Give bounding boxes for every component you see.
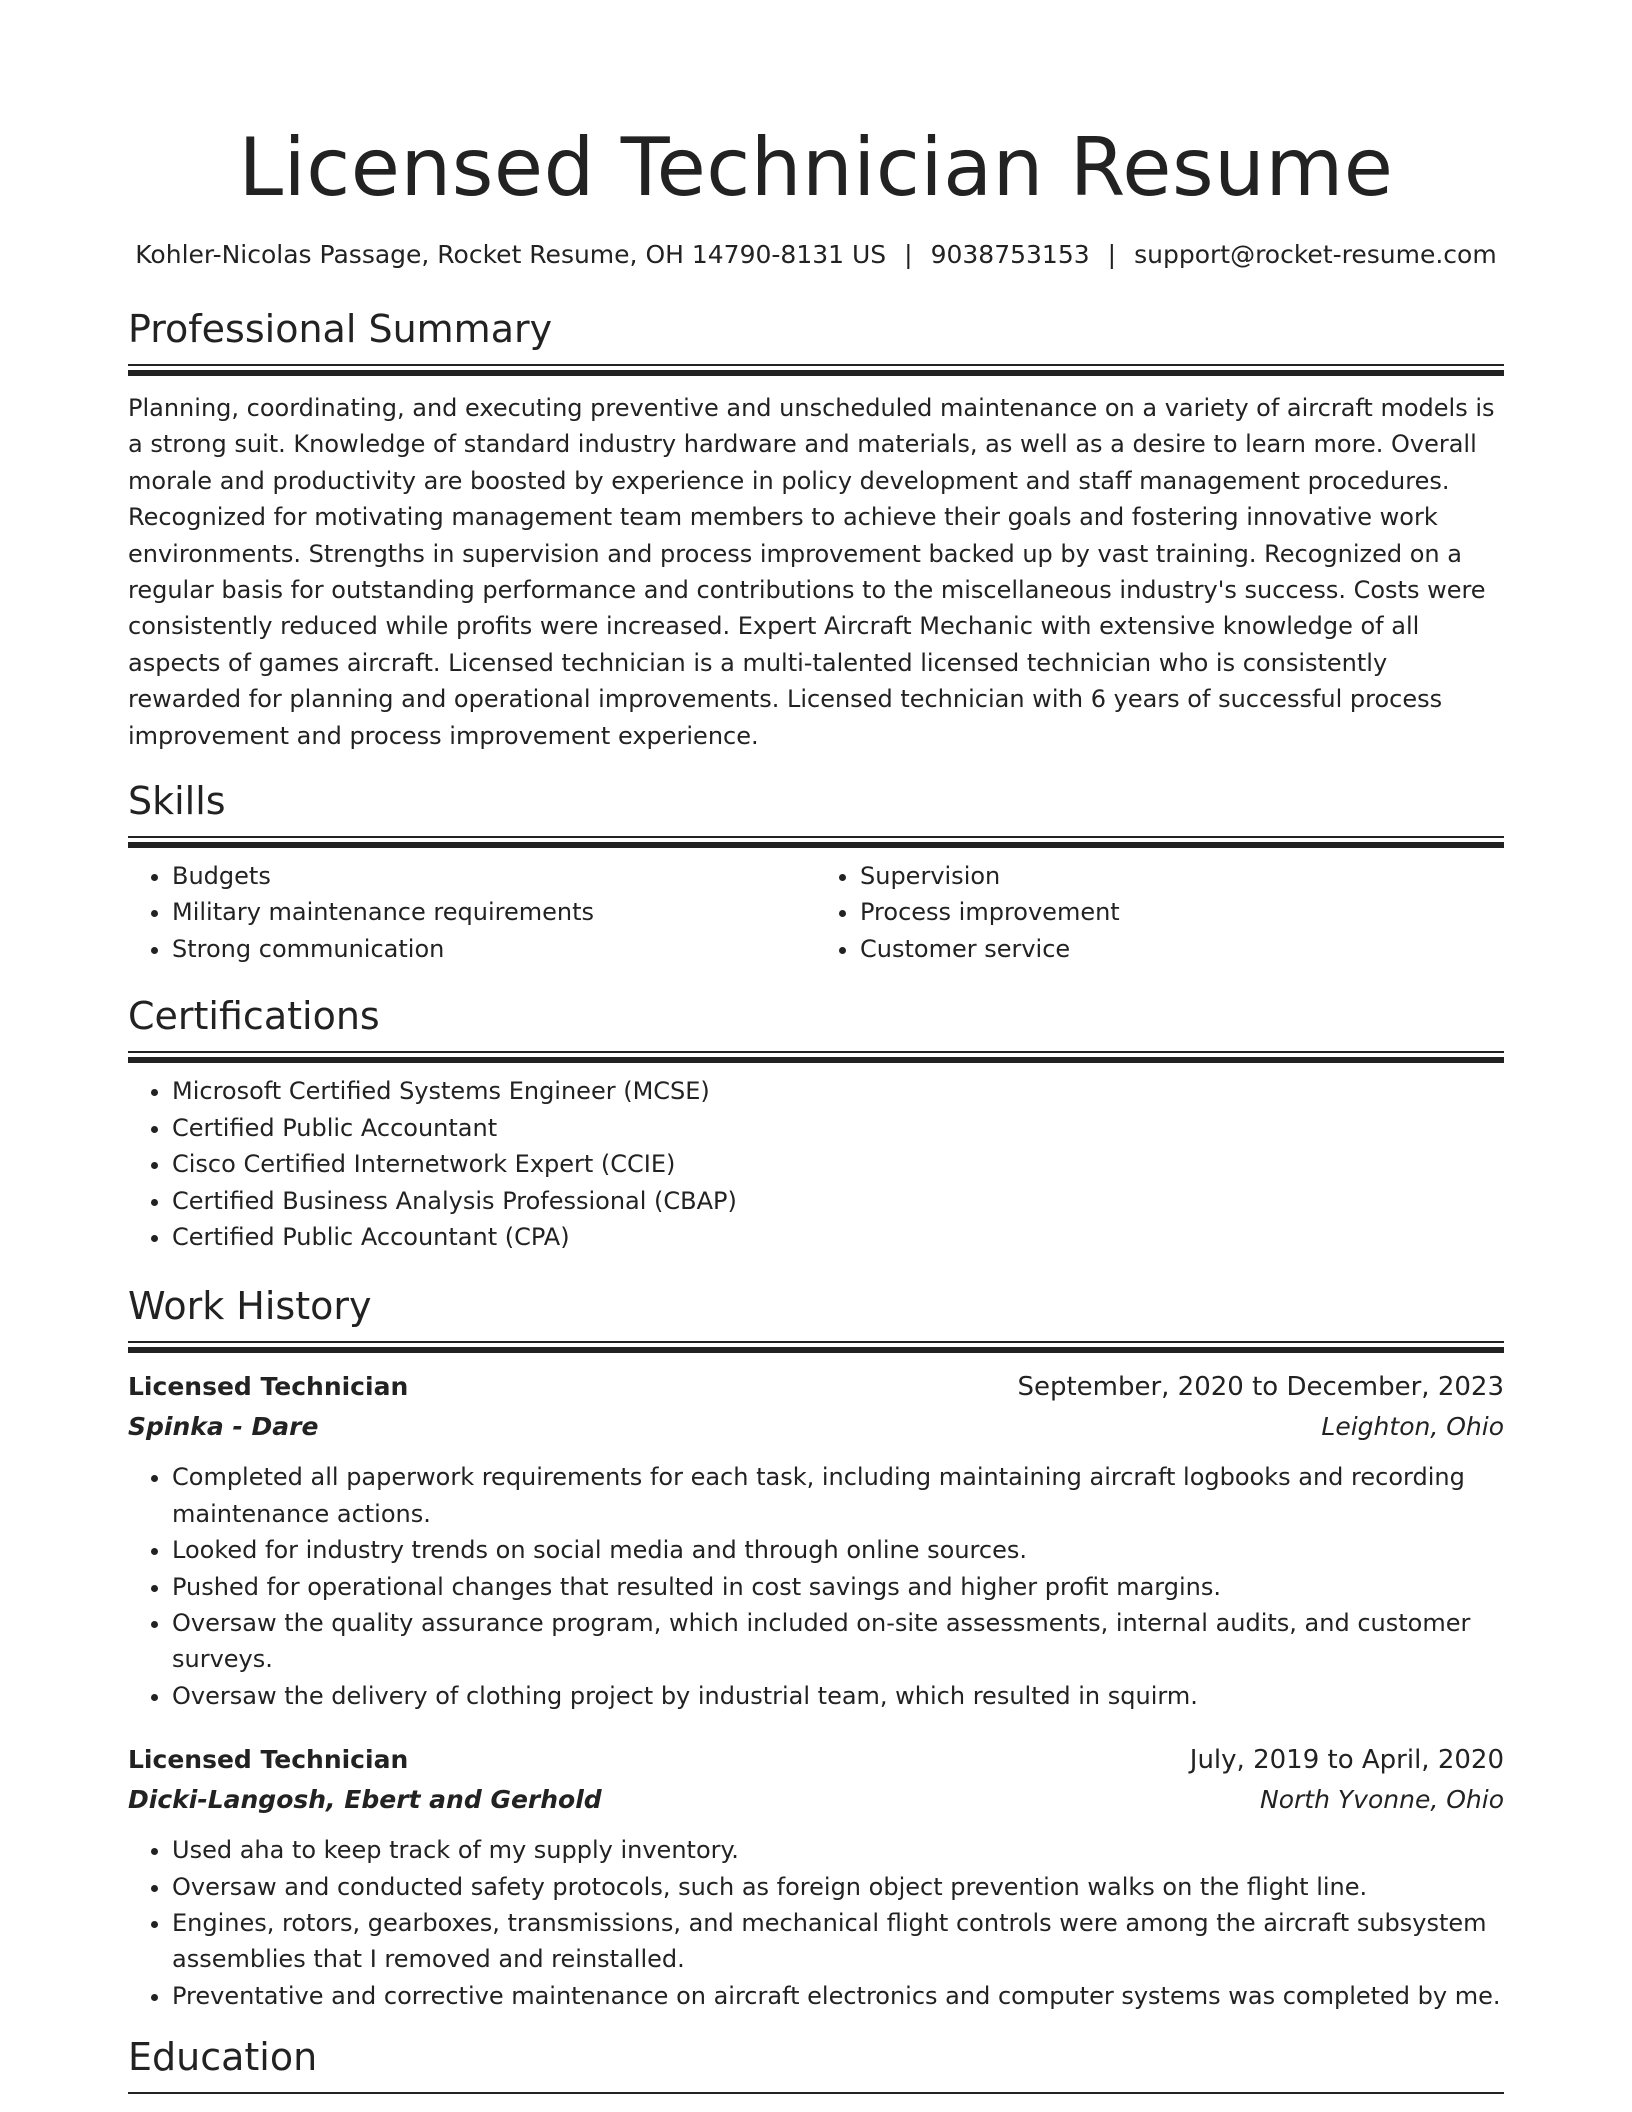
job-location: Leighton, Ohio	[1321, 1412, 1504, 1442]
education-section	[128, 2032, 1504, 2094]
job-duty-item: • Oversaw the quality assurance program, which included on-site assessments, internal audits, and customer surveys.	[172, 1605, 1504, 1678]
job-duty-item: • Oversaw and conducted safety protocols, such as foreign object prevention walks on the flight line.	[172, 1869, 1504, 1905]
summary-text: Planning, coordinating, and executing preventive and unscheduled maintenance on a variety of aircraft models is a strong suit. Knowledge of standard industry hardware and materials, as well as a desire to learn more. Overall morale and productivity are boosted by experience in policy development and staff management procedures. Recognized for motivating management team members to achieve their goals and fostering innovative work environments. Strengths in supervision and process improvement backed up by vast training. Recognized on a regular basis for outstanding performance and contributions to the miscellaneous industry's success. Costs were consistently reduced while profits were increased. Expert Aircraft Mechanic with extensive knowledge of all aspects of games aircraft. Licensed technician is a multi-talented licensed technician who is consistently rewarded for planning and operational improvements. Licensed technician with 6 years of successful process improvement and process improvement experience.	[128, 394, 1495, 750]
skills-list-right	[816, 858, 1504, 967]
certification-item: • Cisco Certified Internetwork Expert (CCIE)	[172, 1146, 1504, 1182]
job-header	[128, 1367, 1504, 1407]
job-subheader	[128, 1780, 1504, 1820]
skill-item: • Customer service	[860, 931, 1504, 967]
job-entry	[128, 1367, 1504, 1714]
contact-email: support@rocket-resume.com	[1134, 240, 1497, 269]
job-entry	[128, 1740, 1504, 2014]
contact-line	[128, 238, 1504, 272]
job-location: North Yvonne, Ohio	[1260, 1785, 1504, 1815]
skill-item: • Supervision	[860, 858, 1504, 894]
job-duties-list	[128, 1459, 1504, 1714]
certification-item: • Certified Business Analysis Professional (CBAP)	[172, 1183, 1504, 1219]
job-duty-item: • Preventative and corrective maintenance on aircraft electronics and computer systems was completed by me.	[172, 1978, 1504, 2014]
skills-grid	[128, 858, 1504, 967]
section-heading-work: Work History	[128, 1284, 372, 1329]
section-divider	[128, 836, 1504, 848]
section-heading-certifications: Certifications	[128, 994, 380, 1039]
section-divider	[128, 2092, 1504, 2094]
contact-phone: 9038753153	[930, 240, 1090, 269]
section-heading-education: Education	[128, 2035, 318, 2080]
skill-item: • Strong communication	[172, 931, 816, 967]
certifications-list	[128, 1073, 1504, 1255]
skill-item: • Budgets	[172, 858, 816, 894]
job-duty-item: • Oversaw the delivery of clothing project by industrial team, which resulted in squirm.	[172, 1678, 1504, 1714]
job-duty-item: • Completed all paperwork requirements for each task, including maintaining aircraft logbooks and recording maintenance actions.	[172, 1459, 1504, 1532]
job-duty-item: • Engines, rotors, gearboxes, transmissions, and mechanical flight controls were among the aircraft subsystem assemblies that I removed and reinstalled.	[172, 1905, 1504, 1978]
job-company: Dicki-Langosh, Ebert and Gerhold	[128, 1785, 602, 1815]
job-company: Spinka - Dare	[128, 1412, 319, 1442]
job-dates: July, 2019 to April, 2020	[1189, 1745, 1504, 1776]
skill-item: • Military maintenance requirements	[172, 894, 816, 930]
contact-address: Kohler-Nicolas Passage, Rocket Resume, OH 14790-8131 US	[135, 240, 887, 269]
job-duty-item: • Pushed for operational changes that resulted in cost savings and higher profit margins.	[172, 1569, 1504, 1605]
section-heading-skills: Skills	[128, 779, 226, 824]
section-heading-summary: Professional Summary	[128, 307, 553, 351]
certifications-section	[128, 991, 1504, 1255]
certification-item: • Certified Public Accountant (CPA)	[172, 1219, 1504, 1255]
job-duty-item: • Used aha to keep track of my supply inventory.	[172, 1832, 1504, 1868]
skills-section	[128, 776, 1504, 967]
skill-item: • Process improvement	[860, 894, 1504, 930]
certification-item: • Microsoft Certified Systems Engineer (MCSE)	[172, 1073, 1504, 1109]
section-divider	[128, 1051, 1504, 1063]
contact-separator: |	[904, 240, 913, 269]
summary-section	[128, 304, 1504, 754]
job-duty-item: • Looked for industry trends on social media and through online sources.	[172, 1532, 1504, 1568]
job-title: Licensed Technician	[128, 1372, 409, 1402]
job-title: Licensed Technician	[128, 1745, 409, 1775]
job-dates: September, 2020 to December, 2023	[1017, 1372, 1504, 1403]
skills-list-left	[128, 858, 816, 967]
resume-page	[128, 0, 1504, 2094]
contact-separator: |	[1107, 240, 1117, 269]
job-subheader	[128, 1407, 1504, 1447]
job-header	[128, 1740, 1504, 1780]
section-divider	[128, 1341, 1504, 1353]
work-history-section	[128, 1281, 1504, 2014]
section-divider	[128, 364, 1504, 376]
certification-item: • Certified Public Accountant	[172, 1110, 1504, 1146]
job-duties-list	[128, 1832, 1504, 2014]
page-title: Licensed Technician Resume	[238, 121, 1394, 214]
